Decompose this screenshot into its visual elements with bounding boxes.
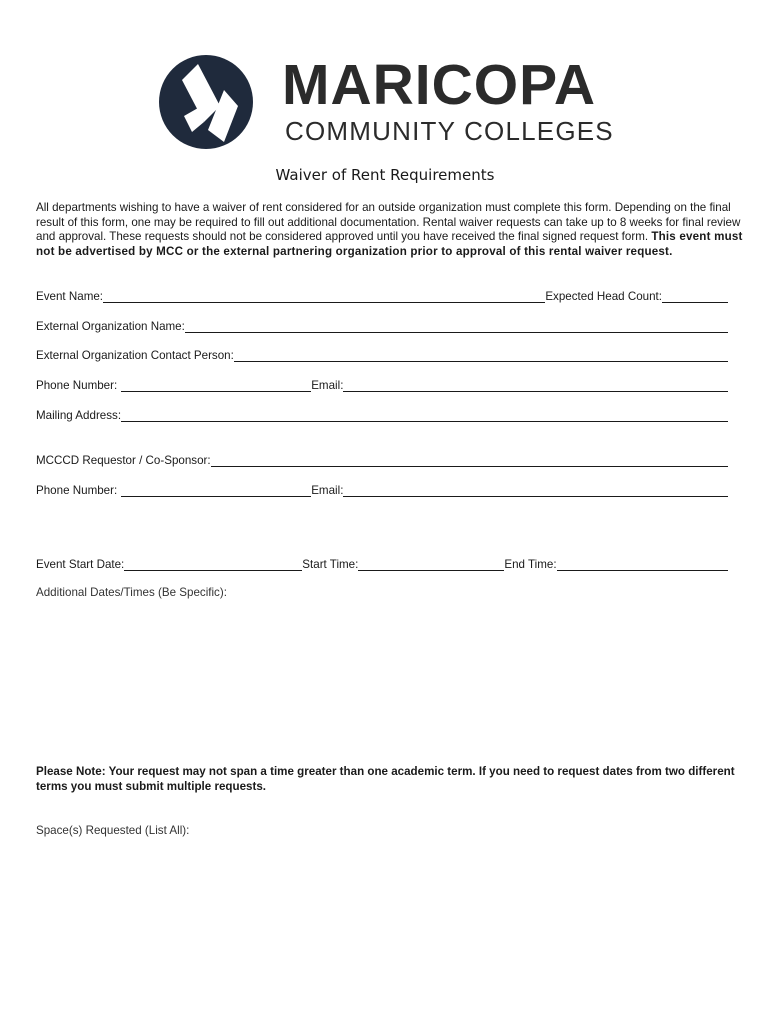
event-name-label: Event Name:	[36, 290, 104, 303]
head-count-field[interactable]	[662, 290, 728, 303]
ext-org-contact-row	[36, 346, 728, 362]
email-label-2: Email:	[311, 484, 344, 497]
requestor-label: MCCCD Requestor / Co-Sponsor:	[36, 454, 211, 467]
email-field-1[interactable]	[343, 379, 728, 392]
ext-org-name-label: External Organization Name:	[36, 320, 185, 333]
phone-email-row-1	[36, 376, 728, 392]
intro-paragraph	[36, 201, 746, 259]
mailing-address-field[interactable]	[121, 409, 728, 422]
requestor-field[interactable]	[211, 454, 728, 467]
spaces-requested-label: Space(s) Requested (List All):	[36, 824, 190, 837]
phone-number-field-2[interactable]	[121, 484, 311, 497]
email-label-1: Email:	[311, 379, 344, 392]
maricopa-logo	[158, 50, 628, 156]
form-title: Waiver of Rent Requirements	[275, 166, 495, 184]
start-date-field[interactable]	[124, 558, 302, 571]
phone-number-field-1[interactable]	[121, 379, 311, 392]
mailing-address-label: Mailing Address:	[36, 409, 122, 422]
phone-number-label-1: Phone Number:	[36, 379, 118, 392]
event-name-row	[36, 287, 728, 303]
intro-bold-warning: This event must not be advertised by MCC or the external partnering organization prior to approval of this rental waiver request.	[36, 230, 743, 258]
email-field-2[interactable]	[343, 484, 728, 497]
mailing-address-row	[36, 406, 728, 422]
requestor-row	[36, 451, 728, 467]
end-time-field[interactable]	[557, 558, 728, 571]
ext-org-contact-field[interactable]	[234, 349, 728, 362]
phone-email-row-2	[36, 481, 728, 497]
logo-name: MARICOPA	[282, 53, 597, 117]
additional-dates-label: Additional Dates/Times (Be Specific):	[36, 586, 227, 599]
start-time-field[interactable]	[358, 558, 504, 571]
start-time-label: Start Time:	[302, 558, 359, 571]
ext-org-name-field[interactable]	[185, 320, 728, 333]
maricopa-logo-mark-icon	[158, 50, 254, 154]
phone-number-label-2: Phone Number:	[36, 484, 118, 497]
head-count-label: Expected Head Count:	[545, 290, 662, 303]
logo-subtitle: COMMUNITY COLLEGES	[285, 116, 614, 146]
ext-org-contact-label: External Organization Contact Person:	[36, 349, 234, 362]
ext-org-name-row	[36, 317, 728, 333]
intro-text: All departments wishing to have a waiver of rent considered for an outside organization must complete this form. Depending on the final result of this form, one may be required to fill out additional documentation. Rental waiver requests can take up to 8 weeks for final review and approval. These requests should not be considered approved until you have received the final signed request form.	[36, 201, 741, 244]
event-time-row	[36, 555, 728, 571]
event-name-field[interactable]	[103, 290, 545, 303]
end-time-label: End Time:	[504, 558, 557, 571]
start-date-label: Event Start Date:	[36, 558, 125, 571]
please-note: Please Note: Your request may not span a time greater than one academic term. If you need to request dates from two different terms you must submit multiple requests.	[36, 765, 735, 793]
